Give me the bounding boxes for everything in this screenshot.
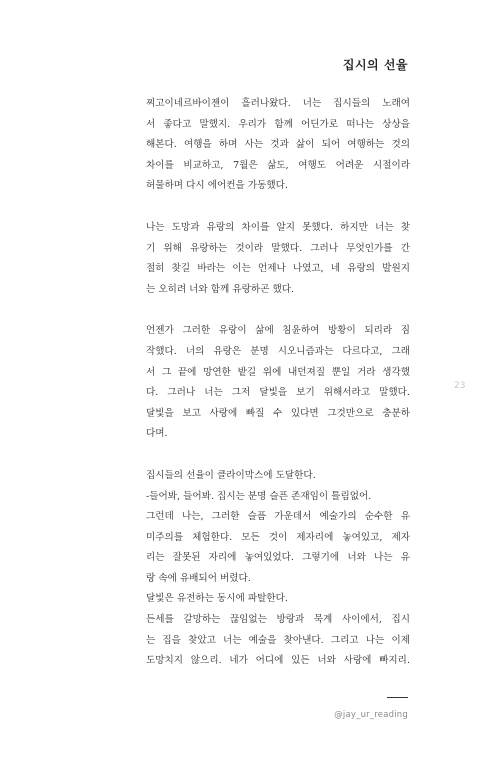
text-line: 그런데 나는, 그러한 슬픔 가운데서 예술가의 순수한 유 [146,511,410,523]
page-number: 23 [454,381,466,391]
paragraph-3 [146,321,410,445]
text-line: 는 오히려 너와 함께 유랑하곤 했다. [146,283,295,295]
text-line: 리는 잘못된 자리에 놓여있었다. 그렇기에 너와 나는 유 [146,552,410,564]
text-line: 나는 도망과 유랑의 차이를 알지 못했다. 하지만 너는 찾 [146,221,410,233]
text-line: 집시들의 선율이 클라이막스에 도달한다. [146,469,316,481]
text-line: 서 그 끝에 망연한 밭길 위에 내던져질 뿐일 거라 생각했 [146,366,410,378]
text-line: 다. 그러나 너는 그저 달빛을 보기 위해서라고 말했다. [146,387,410,399]
author-handle: @jay_ur_reading [334,710,408,720]
essay-body [146,94,410,672]
page-title: 집시의 선율 [342,58,408,72]
text-line: 언젠가 그러한 유랑이 삶에 침윤하여 방황이 되리라 짐 [146,325,410,337]
divider [387,697,408,698]
paragraph-4 [146,466,410,672]
text-line: 달빛을 보고 사랑에 빠질 수 있다면 그것만으로 충분하 [146,407,410,419]
text-line: 랑 속에 유배되어 버렸다. [146,572,251,584]
paragraph-1 [146,94,410,197]
text-line: 기 위해 유랑하는 것이라 말했다. 그러나 무엇인가를 간 [146,242,410,254]
text-line: 서 좋다고 말했지. 우리가 함께 어딘가로 떠나는 상상을 [146,118,410,130]
text-line: 다며. [146,428,168,440]
text-line: -들어봐, 들어봐. 집시는 분명 슬픈 존재임이 틀림없어. [146,490,372,502]
text-line: 절히 찾길 바라는 이는 언제나 나였고, 네 유랑의 발원지 [146,263,410,275]
text-line: 차이를 비교하고, 7월은 삶도, 여행도 어려운 시절이라 [146,159,410,171]
paragraph-2 [146,218,410,300]
text-line: 찌고이네르바이젠이 흘러나왔다. 너는 집시들의 노래여 [146,98,410,109]
text-line: 허물하며 다시 에어컨을 가동했다. [146,180,288,192]
text-line: 해본다. 여행을 하며 사는 것과 삶이 되어 여행하는 것의 [146,139,410,151]
text-line: 든세를 갈망하는 끊임없는 방랑과 묵계 사이에서, 집시 [146,614,410,626]
text-line: 는 집을 찾았고 너는 예술을 찾아낸다. 그리고 나는 이제 [146,634,410,646]
text-line: 도망치지 않으리. 네가 어디에 있든 너와 사랑에 빠지리. [146,655,410,667]
text-line: 작했다. 너의 유랑은 분명 시오니즘과는 다르다고, 그래 [146,345,410,357]
text-line: 달빛은 유전하는 동시에 파탈한다. [146,593,288,605]
text-line: 미주의를 체험한다. 모든 것이 제자리에 놓여있고, 제자 [146,531,410,543]
